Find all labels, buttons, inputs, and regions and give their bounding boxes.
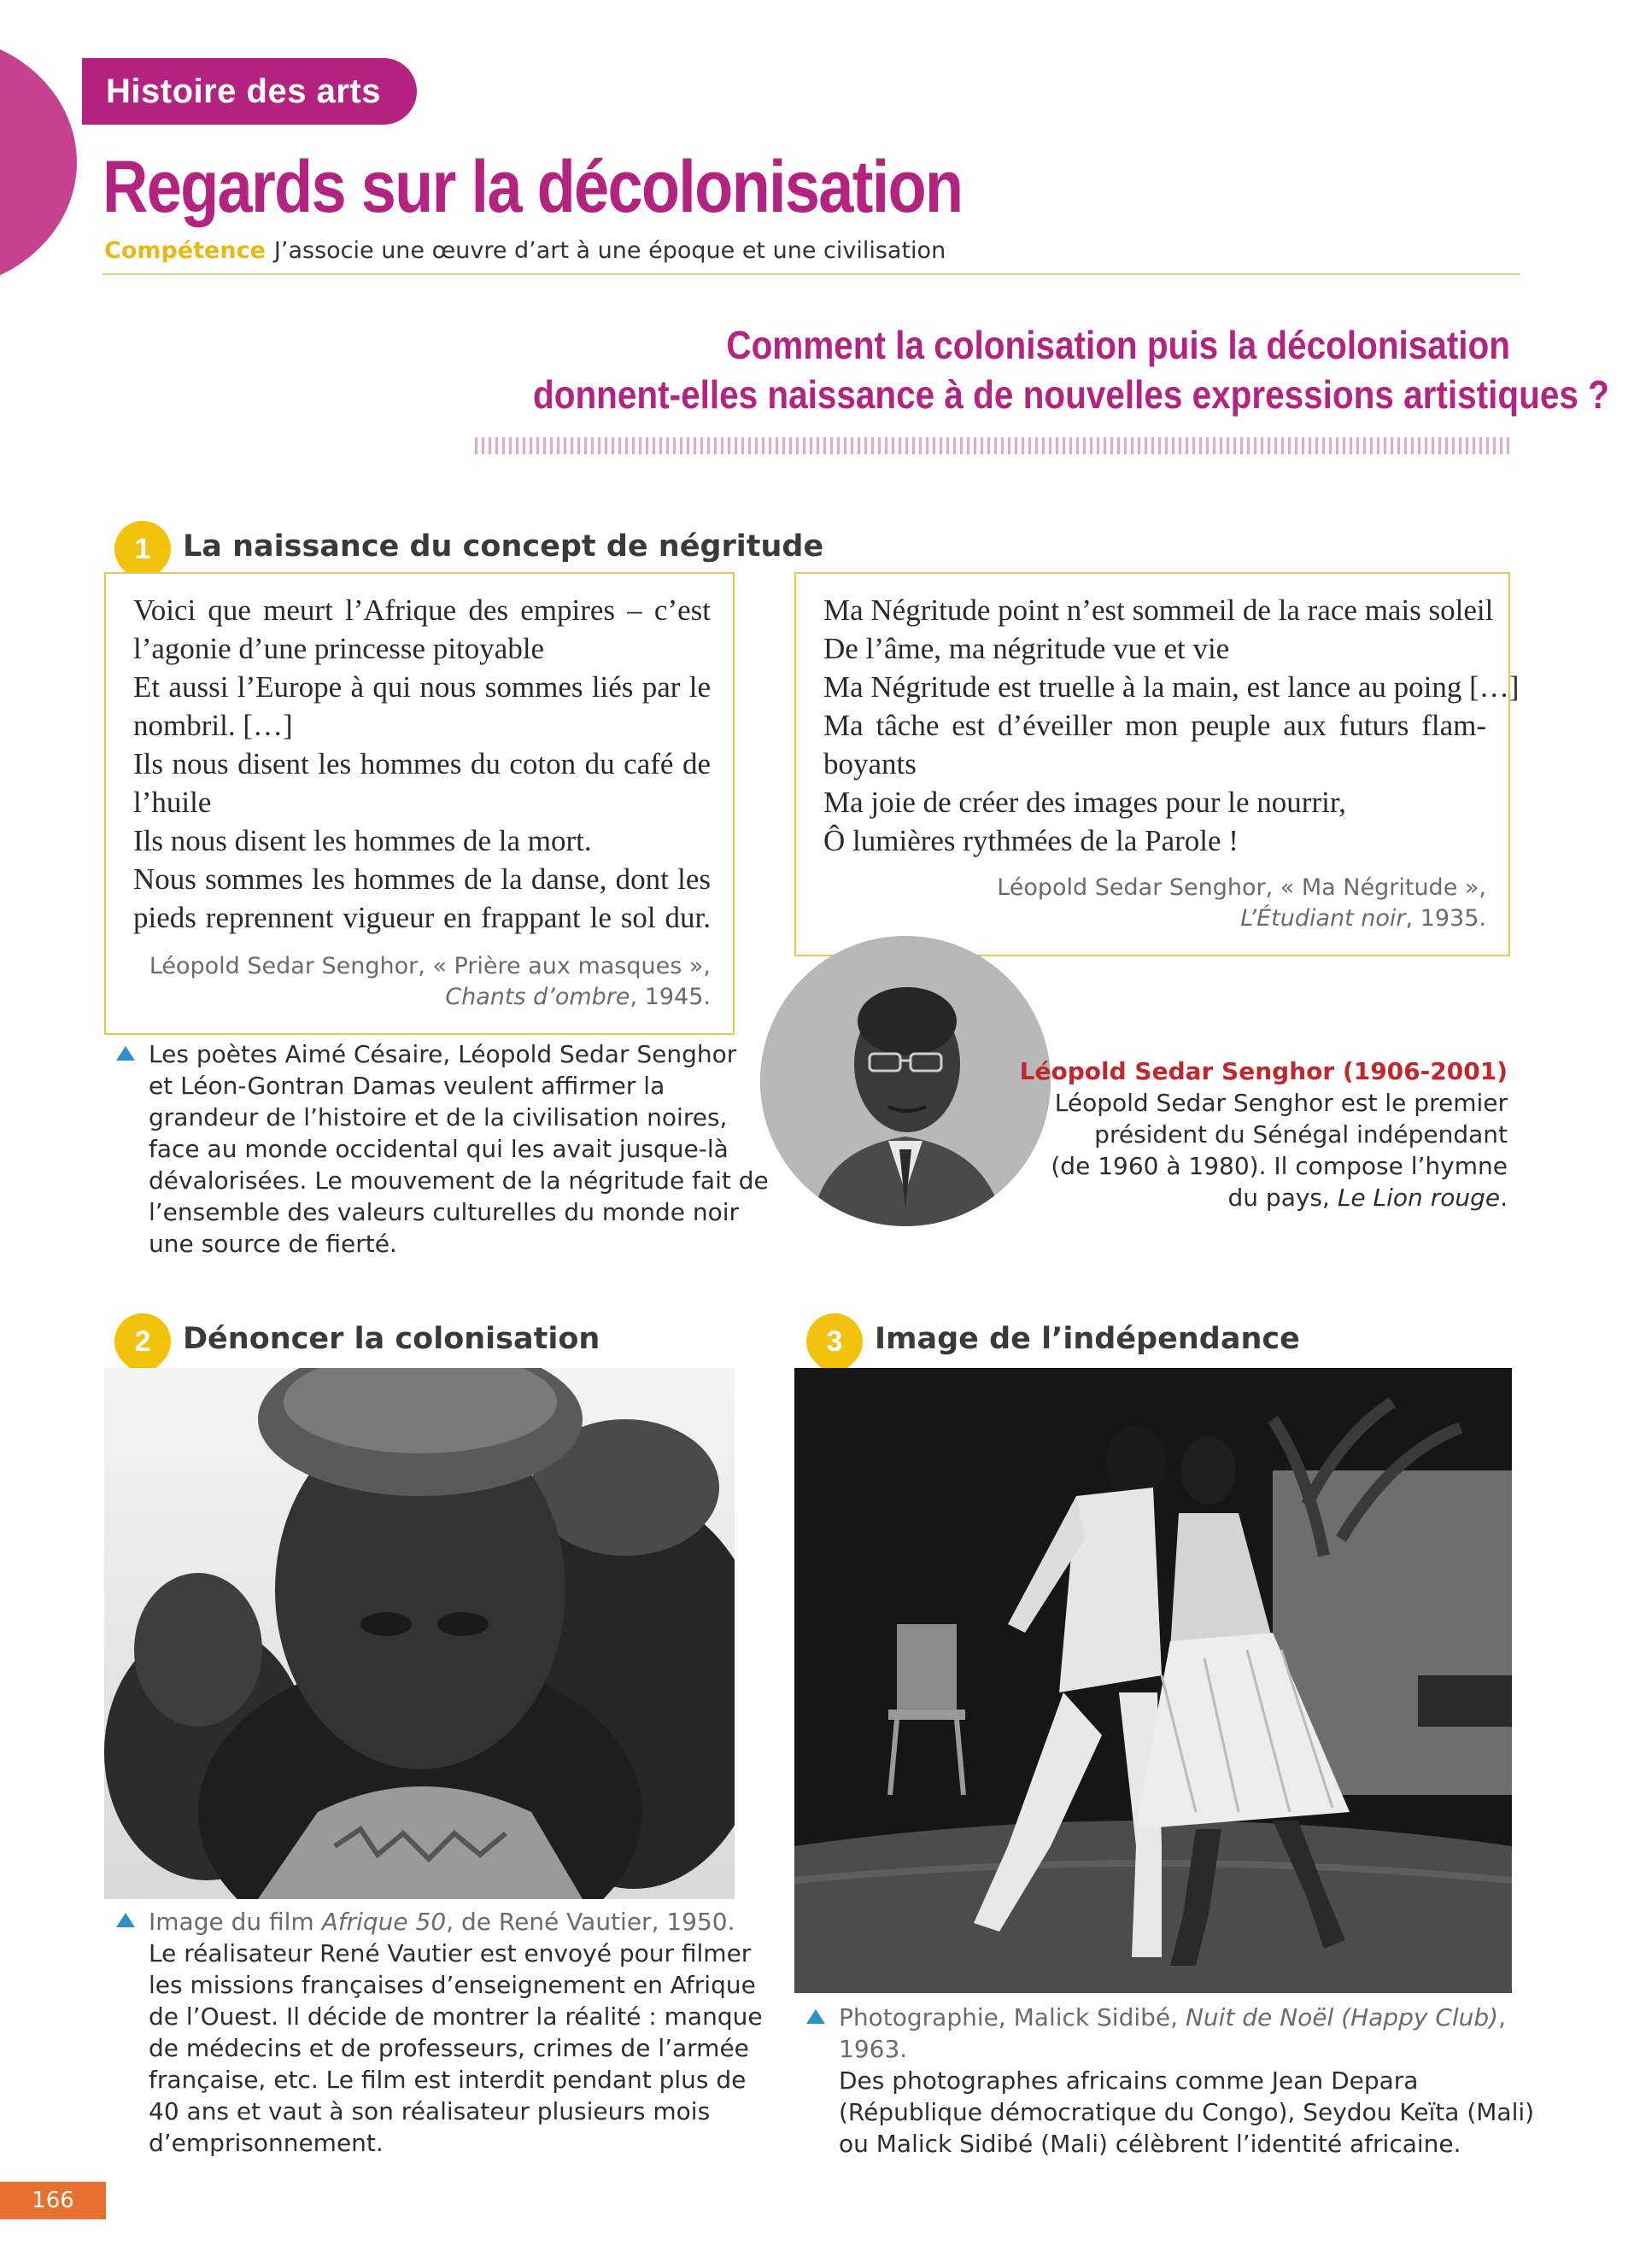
section-tag: Histoire des arts: [82, 58, 417, 125]
caption-line: et Léon-Gontran Damas veulent affirmer la: [149, 1072, 665, 1100]
caption-line: Des photographes africains comme Jean Depara: [839, 2066, 1419, 2095]
film-still-afrique-50: [104, 1368, 735, 1899]
photo-illustration: [794, 1368, 1512, 1993]
poem-line: De l’âme, ma négritude vue et vie: [823, 632, 1230, 665]
photo-nuit-de-noel: [794, 1368, 1512, 1993]
caption-line: grandeur de l’histoire et de la civilisation noires,: [149, 1103, 728, 1131]
poem-line: l’huile: [133, 786, 212, 819]
poem-line: l’agonie d’une princesse pitoyable: [133, 632, 545, 665]
caption-line: Les poètes Aimé Césaire, Léopold Sedar Senghor: [149, 1040, 737, 1068]
portrait-illustration: [760, 936, 1051, 1226]
caption-triangle-icon: [116, 1046, 135, 1061]
caption-triangle-icon: [806, 2009, 825, 2024]
poem-1-credit-author: Léopold Sedar Senghor, « Prière aux masques »,: [149, 953, 711, 979]
header-divider: [102, 273, 1520, 275]
problem-question: [400, 320, 1609, 419]
competence-label: Compétence: [104, 237, 266, 264]
film-still-illustration: [104, 1368, 735, 1899]
poem-2-credit: [997, 873, 1486, 934]
bio-line: (de 1960 à 1980). Il compose l’hymne: [1051, 1152, 1508, 1180]
poem-1-credit-work: Chants d’ombre: [445, 984, 630, 1010]
caption-source: Photographie, Malick Sidibé,: [839, 2003, 1186, 2031]
poem-line: Voici que meurt l’Afrique des empires – c’est: [133, 593, 711, 627]
section-3-title: Image de l’indépendance: [875, 1322, 1300, 1356]
competence-text: J’associe une œuvre d’art à une époque et une civilisation: [273, 237, 946, 264]
poem-2-text: [823, 591, 1520, 860]
caption-line: une source de fierté.: [149, 1230, 397, 1258]
senghor-portrait: [760, 936, 1051, 1226]
poem-line: Ils nous disent les hommes de la mort.: [133, 824, 592, 857]
caption-line: les missions françaises d’enseignement en Afrique: [149, 1971, 756, 1999]
caption-triangle-icon: [116, 1913, 135, 1927]
section-1-caption: [149, 1038, 769, 1260]
section-1-number: 1: [134, 533, 151, 565]
poem-line: Nous sommes les hommes de la danse, dont les: [133, 862, 711, 896]
section-3-caption: [839, 2002, 1534, 2160]
caption-work: Nuit de Noël (Happy Club): [1185, 2003, 1499, 2031]
section-1-title: La naissance du concept de négritude: [183, 529, 824, 564]
section-3-number: 3: [826, 1325, 843, 1358]
poem-2-credit-work: L’Étudiant noir: [1240, 905, 1406, 932]
bio-work: Le Lion rouge: [1337, 1184, 1501, 1212]
poem-box-1: [104, 572, 735, 1035]
bio-line: Léopold Sedar Senghor est le premier: [1054, 1089, 1508, 1117]
caption-source: Image du film: [149, 1908, 322, 1936]
page-title: Regards sur la décolonisation: [102, 146, 963, 228]
page-number: 166: [0, 2182, 106, 2219]
caption-line: 40 ans et vaut à son réalisateur plusieurs mois: [149, 2097, 711, 2125]
poem-2-credit-author: Léopold Sedar Senghor, « Ma Négritude »,: [997, 874, 1486, 901]
caption-line: (République démocratique du Congo), Seydou Keïta (Mali): [839, 2098, 1535, 2126]
section-2-title: Dénoncer la colonisation: [183, 1322, 600, 1356]
caption-source-end: ,: [1498, 2003, 1507, 2031]
question-line-2: donnent-elles naissance à de nouvelles expressions artistiques ?: [533, 372, 1609, 417]
poem-1-text: [133, 591, 711, 937]
caption-line: de l’Ouest. Il décide de montrer la réalité : manque: [149, 2002, 763, 2031]
caption-line: dévalorisées. Le mouvement de la négritude fait de: [149, 1166, 769, 1195]
poem-line: Ma joie de créer des images pour le nourrir,: [823, 786, 1346, 819]
senghor-bio: [1020, 1055, 1508, 1213]
caption-line: française, etc. Le film est interdit pendant plus de: [149, 2066, 747, 2094]
caption-line: d’emprisonnement.: [149, 2129, 384, 2157]
caption-source-end: , de René Vautier, 1950.: [446, 1908, 735, 1936]
poem-line: Ma Négritude point n’est sommeil de la race mais soleil: [823, 593, 1494, 627]
poem-line: Ma tâche est d’éveiller mon peuple aux futurs flam-: [823, 709, 1486, 742]
poem-1-credit: [149, 951, 711, 1013]
section-2-number: 2: [134, 1325, 151, 1358]
poem-line: Et aussi l’Europe à qui nous sommes liés par le: [133, 670, 711, 704]
question-line-1: Comment la colonisation puis la décolonisation: [726, 323, 1510, 367]
poem-box-2: [794, 572, 1520, 956]
poem-1-credit-year: , 1945.: [630, 984, 711, 1010]
poem-line: Ô lumières rythmées de la Parole !: [823, 824, 1239, 857]
poem-line: Ils nous disent les hommes du coton du café de: [133, 747, 711, 780]
poem-line: nombril. […]: [133, 709, 293, 742]
bio-name: Léopold Sedar Senghor (1906-2001): [1019, 1057, 1508, 1085]
caption-line: ou Malick Sidibé (Mali) célèbrent l’identité africaine.: [839, 2130, 1461, 2158]
poem-2-credit-year: , 1935.: [1405, 905, 1486, 932]
poem-line: boyants: [823, 747, 917, 780]
caption-line: face au monde occidental qui les avait jusque-là: [149, 1135, 729, 1163]
competence-line: [104, 237, 946, 264]
caption-line: l’ensemble des valeurs culturelles du monde noir: [149, 1198, 740, 1226]
section-2-caption: [149, 1906, 763, 2159]
caption-work: Afrique 50: [321, 1908, 447, 1936]
corner-decoration: [0, 34, 77, 290]
caption-line: Le réalisateur René Vautier est envoyé pour filmer: [149, 1939, 752, 1967]
bio-line-end: .: [1500, 1184, 1508, 1212]
caption-line: de médecins et de professeurs, crimes de l’armée: [149, 2034, 749, 2062]
caption-year: 1963.: [839, 2035, 908, 2063]
bio-line: président du Sénégal indépendant: [1094, 1120, 1508, 1149]
poem-line: pieds reprennent vigueur en frappant le sol dur.: [133, 901, 711, 934]
bio-line: du pays,: [1227, 1184, 1338, 1212]
hatched-divider: [475, 437, 1510, 454]
poem-line: Ma Négritude est truelle à la main, est lance au poing […]: [823, 670, 1520, 704]
